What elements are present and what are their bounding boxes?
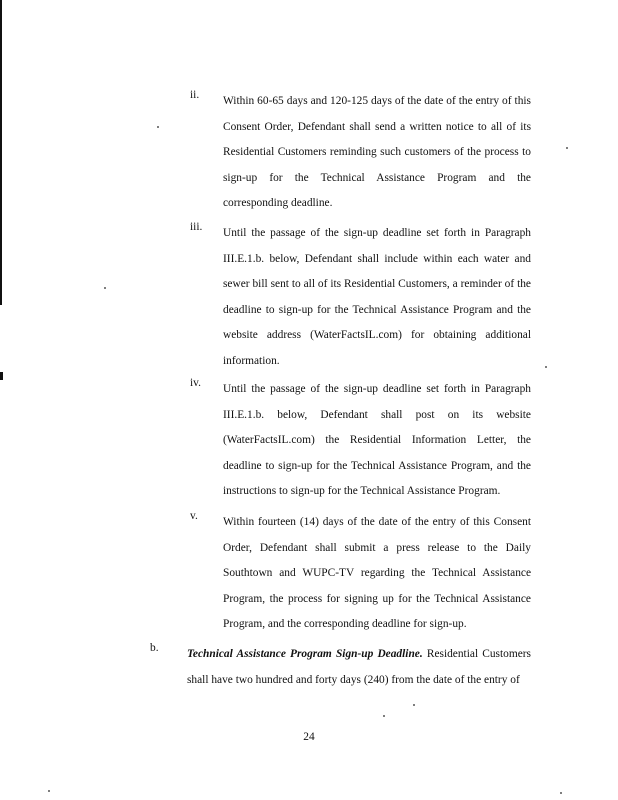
scan-speck — [104, 287, 106, 289]
subparagraph-text: Within fourteen (14) days of the date of the entry of this Consent Order, Defendant shall submit a press release to the Daily Southtown and WUPC-TV regarding the Technical Assistance Program, the process for signing up for the Technical Assistance Program, and the corresponding deadline for sign-up. — [223, 516, 531, 631]
paragraph-text — [187, 642, 531, 693]
paragraph-body: Residential Customers shall have two hundred and forty days (240) from the date of the entry of — [187, 648, 531, 686]
scan-speck — [48, 790, 50, 792]
subparagraph-text: Until the passage of the sign-up deadline set forth in Paragraph III.E.1.b. below, Defendant shall include within each water and sewer bill sent to all of its Residential Customers, a reminder of the deadline to sign-up for the Technical Assistance Program and the website address (WaterFactsIL.com) for obtaining additional information. — [223, 227, 531, 367]
subparagraph-marker: ii. — [190, 89, 200, 101]
scan-speck — [383, 715, 385, 717]
page-number: 24 — [303, 731, 315, 743]
subparagraph-marker: iii. — [190, 221, 203, 233]
scan-speck — [413, 704, 415, 706]
subparagraph-text: Until the passage of the sign-up deadline set forth in Paragraph III.E.1.b. below, Defendant shall post on its website (WaterFactsIL.com) the Residential Information Letter, the deadline to sign-up for the Technical Assistance Program, and the instructions to sign-up for the Technical Assistance Program. — [223, 383, 531, 498]
scan-speck — [560, 792, 562, 794]
subparagraph-marker: v. — [190, 510, 198, 522]
scan-speck — [545, 366, 547, 368]
scan-speck — [157, 126, 159, 128]
scan-edge-tick — [0, 372, 3, 380]
subparagraph-marker: iv. — [190, 377, 201, 389]
paragraph-marker: b. — [150, 642, 159, 654]
scan-speck — [566, 147, 568, 149]
scan-edge-mark — [0, 0, 2, 305]
subparagraph-text: Within 60-65 days and 120-125 days of the date of the entry of this Consent Order, Defendant shall send a written notice to all of its Residential Customers reminding such customers of the process to sign-up for the Technical Assistance Program and the corresponding deadline. — [223, 95, 531, 210]
paragraph-heading: Technical Assistance Program Sign-up Deadline. — [187, 648, 423, 660]
